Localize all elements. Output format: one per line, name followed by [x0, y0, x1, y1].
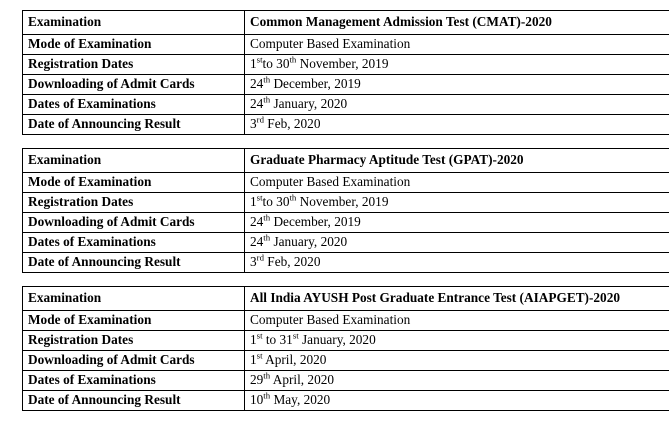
row-label-downloading-of-admit-cards: Downloading of Admit Cards [23, 75, 245, 95]
table-row-mode [23, 311, 669, 331]
cell-exam-name: All India AYUSH Post Graduate Entrance Test (AIAPGET)-2020 [245, 287, 669, 311]
cell-mode-of-examination: Computer Based Examination [245, 35, 669, 55]
cell-registration-dates: 1stto 30th November, 2019 [245, 193, 669, 213]
exam-schedule-table-aiapget [22, 286, 669, 411]
table-row-mode [23, 173, 669, 193]
row-label-date-of-announcing-result: Date of Announcing Result [23, 391, 245, 411]
row-label-registration-dates: Registration Dates [23, 193, 245, 213]
cell-downloading-of-admit-cards: 24th December, 2019 [245, 75, 669, 95]
cell-mode-of-examination: Computer Based Examination [245, 173, 669, 193]
table-row-registration-dates [23, 331, 669, 351]
row-label-registration-dates: Registration Dates [23, 55, 245, 75]
row-label-examination: Examination [23, 11, 245, 35]
table-row-dates-of-examinations [23, 371, 669, 391]
table-row-announcing-result [23, 115, 669, 135]
table-row-admit-cards [23, 75, 669, 95]
table-row-exam-name [23, 287, 669, 311]
cell-date-of-announcing-result: 10th May, 2020 [245, 391, 669, 411]
table-row-exam-name [23, 149, 669, 173]
row-label-mode-of-examination: Mode of Examination [23, 311, 245, 331]
cell-exam-name: Graduate Pharmacy Aptitude Test (GPAT)-2020 [245, 149, 669, 173]
row-label-examination: Examination [23, 287, 245, 311]
cell-exam-name: Common Management Admission Test (CMAT)-2020 [245, 11, 669, 35]
table-row-registration-dates [23, 193, 669, 213]
row-label-dates-of-examinations: Dates of Examinations [23, 233, 245, 253]
table-row-dates-of-examinations [23, 95, 669, 115]
table-row-admit-cards [23, 351, 669, 371]
table-row-mode [23, 35, 669, 55]
exam-schedule-table-cmat [22, 10, 669, 135]
cell-downloading-of-admit-cards: 1st April, 2020 [245, 351, 669, 371]
table-row-exam-name [23, 11, 669, 35]
row-label-downloading-of-admit-cards: Downloading of Admit Cards [23, 213, 245, 233]
row-label-downloading-of-admit-cards: Downloading of Admit Cards [23, 351, 245, 371]
row-label-mode-of-examination: Mode of Examination [23, 35, 245, 55]
row-label-registration-dates: Registration Dates [23, 331, 245, 351]
row-label-date-of-announcing-result: Date of Announcing Result [23, 253, 245, 273]
cell-date-of-announcing-result: 3rd Feb, 2020 [245, 115, 669, 135]
cell-registration-dates: 1st to 31st January, 2020 [245, 331, 669, 351]
cell-date-of-announcing-result: 3rd Feb, 2020 [245, 253, 669, 273]
table-row-dates-of-examinations [23, 233, 669, 253]
row-label-examination: Examination [23, 149, 245, 173]
table-row-announcing-result [23, 391, 669, 411]
exam-schedule-table-gpat [22, 148, 669, 273]
row-label-dates-of-examinations: Dates of Examinations [23, 95, 245, 115]
row-label-mode-of-examination: Mode of Examination [23, 173, 245, 193]
row-label-date-of-announcing-result: Date of Announcing Result [23, 115, 245, 135]
row-label-dates-of-examinations: Dates of Examinations [23, 371, 245, 391]
cell-mode-of-examination: Computer Based Examination [245, 311, 669, 331]
table-row-admit-cards [23, 213, 669, 233]
cell-dates-of-examinations: 24th January, 2020 [245, 233, 669, 253]
cell-downloading-of-admit-cards: 24th December, 2019 [245, 213, 669, 233]
table-row-registration-dates [23, 55, 669, 75]
cell-dates-of-examinations: 24th January, 2020 [245, 95, 669, 115]
table-row-announcing-result [23, 253, 669, 273]
cell-registration-dates: 1stto 30th November, 2019 [245, 55, 669, 75]
cell-dates-of-examinations: 29th April, 2020 [245, 371, 669, 391]
